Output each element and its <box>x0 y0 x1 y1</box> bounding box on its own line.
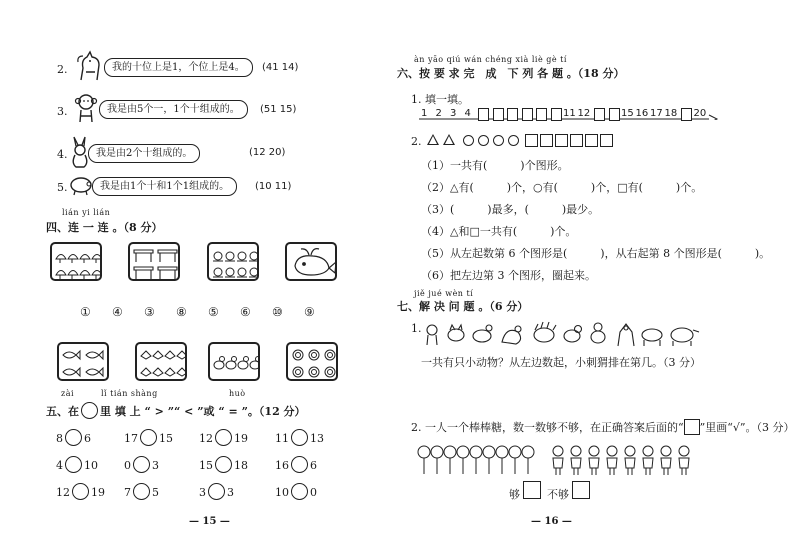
square-icon <box>555 134 568 147</box>
comparison-item: 8 6 <box>56 429 91 446</box>
q2-line-4[interactable]: （4）△和□一共有( )个。 <box>421 225 577 238</box>
q5-number: 5. <box>57 181 68 194</box>
q2-line-1[interactable]: （1）一共有( )个图形。 <box>421 159 569 172</box>
number-line-blank[interactable] <box>551 108 562 121</box>
section7-pinyin: jiě jué wèn tí <box>414 289 474 298</box>
number-line-label: 2 <box>435 108 442 119</box>
square-icon <box>570 134 583 147</box>
page-number-left: — 15 — <box>189 516 230 527</box>
number-line-label: 11 <box>563 108 576 119</box>
q5-speech-bubble: 我是由1个十和1个1组成的。 <box>92 177 237 196</box>
picture-card-fish[interactable] <box>57 342 109 381</box>
section5-pinyin-zai: zài <box>61 389 75 398</box>
answer-circle[interactable] <box>133 456 150 473</box>
section4-pinyin: lián yi lián <box>62 208 111 217</box>
answer-circle[interactable] <box>291 429 308 446</box>
circle-icon <box>463 135 474 146</box>
answer-circle[interactable] <box>133 483 150 500</box>
q4-speech-bubble: 我是由2个十组成的。 <box>88 144 200 163</box>
number-line-label: 20 <box>693 108 707 119</box>
number-line-blank[interactable] <box>493 108 504 121</box>
comparison-item: 7 5 <box>124 483 159 500</box>
number-line-blank[interactable] <box>536 108 547 121</box>
answer-circle[interactable] <box>291 456 308 473</box>
triangle-icon <box>427 134 439 145</box>
comparison-item: 17 15 <box>124 429 173 446</box>
q4-number: 4. <box>57 148 68 161</box>
number-line-blank[interactable] <box>609 108 620 121</box>
number-4[interactable]: ④ <box>112 305 123 319</box>
picture-card-lions[interactable] <box>286 342 338 381</box>
comparison-item: 10 0 <box>275 483 317 500</box>
horse-icon <box>75 50 105 86</box>
picture-card-whale[interactable] <box>285 242 337 281</box>
fill-label: 1. 填一填。 <box>411 93 469 106</box>
number-line-label: 12 <box>577 108 591 119</box>
not-enough-label: 不够 <box>547 488 569 501</box>
q5-choices: (10 11) <box>255 181 292 192</box>
answer-circle[interactable] <box>291 483 308 500</box>
q2-choices: (41 14) <box>262 62 299 73</box>
answer-circle[interactable] <box>140 429 157 446</box>
square-icon <box>525 134 538 147</box>
answer-circle[interactable] <box>72 483 89 500</box>
q3-speech-bubble: 我是由5个一，1个十组成的。 <box>99 100 248 119</box>
comparison-item: 15 18 <box>199 456 248 473</box>
q3-choices: (51 15) <box>260 104 297 115</box>
section5-pinyin-li: lǐ tián shàng <box>101 389 158 398</box>
q4-choices: (12 20) <box>249 147 286 158</box>
number-1[interactable]: ① <box>80 305 91 319</box>
circle-icon <box>508 135 519 146</box>
p2-text: 2. 一人一个棒棒糖，数一数够不够，在正确答案后面的“ ”里画“√”。（3 分） <box>411 421 795 434</box>
number-line-label: 18 <box>664 108 678 119</box>
number-6[interactable]: ⑥ <box>240 305 251 319</box>
comparison-item: 0 3 <box>124 456 159 473</box>
circle-icon <box>478 135 489 146</box>
monkey-icon <box>72 92 100 126</box>
square-icon <box>585 134 598 147</box>
square-icon <box>540 134 553 147</box>
q2-line-3[interactable]: （3）( )最多，( )最少。 <box>421 203 600 216</box>
shapes-row: 2. <box>411 134 614 148</box>
comparison-item: 4 10 <box>56 456 98 473</box>
animals-icon <box>422 320 702 348</box>
answer-box-icon <box>684 419 700 435</box>
answer-circle[interactable] <box>208 483 225 500</box>
comparison-item: 3 3 <box>199 483 234 500</box>
picture-card-tables[interactable] <box>128 242 180 281</box>
page-number-right: — 16 — <box>531 516 572 527</box>
q2-line-5[interactable]: （5）从左起数第 6 个图形是( )，从右起第 8 个图形是( )。 <box>421 247 771 260</box>
number-line-blank[interactable] <box>681 108 692 121</box>
number-line-label: 17 <box>650 108 663 119</box>
section6-title: 六、按 要 求 完 成 下 列 各 题 。（18 分） <box>397 67 625 80</box>
section6-pinyin: àn yāo qiú wán chéng xià liè gè tí <box>414 55 567 64</box>
number-5[interactable]: ⑤ <box>208 305 219 319</box>
enough-checkbox[interactable] <box>523 481 541 499</box>
number-line-blank[interactable] <box>478 108 489 121</box>
circle-icon <box>493 135 504 146</box>
square-icon <box>600 134 613 147</box>
number-line-label: 1 <box>421 108 428 119</box>
q3-number: 3. <box>57 105 68 118</box>
number-10[interactable]: ⑩ <box>272 305 283 319</box>
number-line-blank[interactable] <box>594 108 605 121</box>
comparison-item: 16 6 <box>275 456 317 473</box>
section5-pinyin-huo: huò <box>229 389 246 398</box>
answer-circle[interactable] <box>215 429 232 446</box>
number-line-label: 4 <box>464 108 471 119</box>
number-line-blank[interactable] <box>522 108 533 121</box>
number-9[interactable]: ⑨ <box>304 305 315 319</box>
number-line-label: 15 <box>621 108 634 119</box>
number-3[interactable]: ③ <box>144 305 155 319</box>
picture-card-ducks[interactable] <box>208 342 260 381</box>
q2-line-6[interactable]: （6）把左边第 3 个图形，圈起来。 <box>421 269 596 282</box>
picture-card-snails[interactable] <box>207 242 259 281</box>
comparison-item: 11 13 <box>275 429 324 446</box>
pig-icon <box>67 174 95 196</box>
not-enough-checkbox[interactable] <box>572 481 590 499</box>
picture-card-birds[interactable] <box>135 342 187 381</box>
q2-line-2[interactable]: （2）△有( )个，○有( )个，□有( )个。 <box>421 181 703 194</box>
number-8[interactable]: ⑧ <box>176 305 187 319</box>
answer-circle[interactable] <box>215 456 232 473</box>
number-line-blank[interactable] <box>507 108 518 121</box>
section5-title: 五、在 里 填 上 “ > ”“ < ”或 “ = ”。（12 分） <box>46 402 306 419</box>
comparison-item: 12 19 <box>56 483 105 500</box>
section4-title: 四、连 一 连 。（8 分） <box>46 221 163 234</box>
p1-number: 1. <box>411 322 422 335</box>
picture-card-mushrooms[interactable] <box>50 242 102 281</box>
number-line-label: 16 <box>635 108 649 119</box>
number-line-label: 3 <box>450 108 457 119</box>
q2-number: 2. <box>57 63 68 76</box>
enough-label: 够 <box>509 488 520 501</box>
answer-circle[interactable] <box>65 456 82 473</box>
comparison-item: 12 19 <box>199 429 248 446</box>
p1-question: 一共有只小动物？从左边数起，小刺猬排在第几。（3 分） <box>421 356 701 369</box>
section7-title: 七、解 决 问 题 。（6 分） <box>397 300 529 313</box>
answer-circle[interactable] <box>65 429 82 446</box>
triangle-icon <box>443 134 455 145</box>
blank-circle-icon <box>81 402 98 419</box>
lollipops-children-icon <box>416 444 706 476</box>
q2-speech-bubble: 我的十位上是1，个位上是4。 <box>104 58 253 77</box>
